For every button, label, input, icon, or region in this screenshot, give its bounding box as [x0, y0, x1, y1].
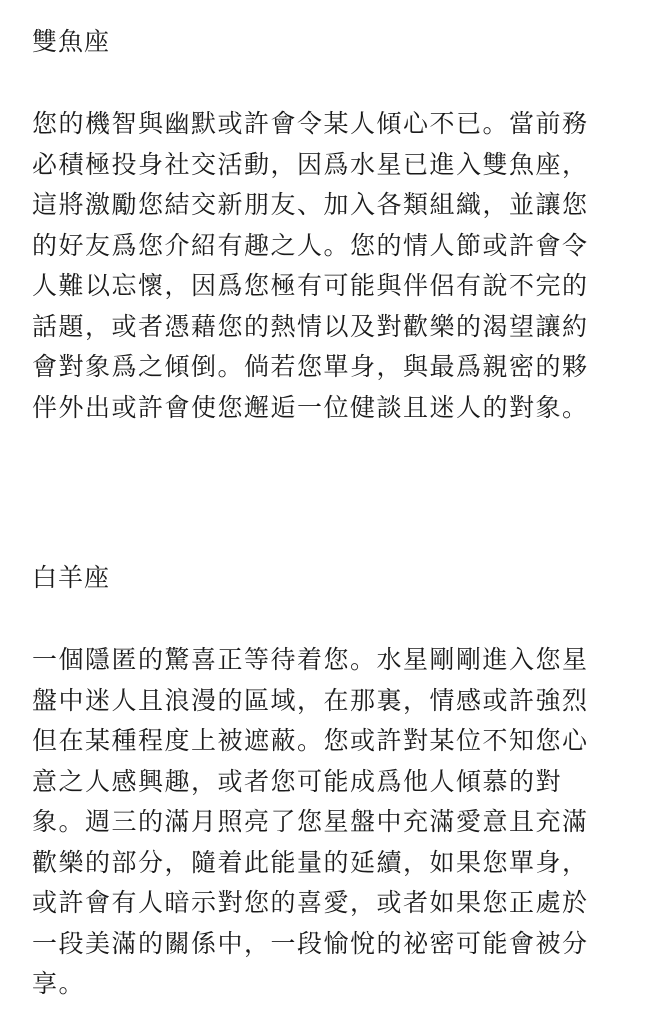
- body-line: 會對象爲之傾倒。倘若您單身，與最爲親密的夥: [32, 352, 589, 381]
- body-line: 您的機智與幽默或許會令某人傾心不已。當前務: [32, 109, 589, 138]
- body-line: 象。週三的滿月照亮了您星盤中充滿愛意且充滿: [32, 807, 589, 836]
- body-line: 的好友爲您介紹有趣之人。您的情人節或許會令: [32, 230, 589, 260]
- section-body-aries: [32, 640, 589, 1005]
- article: [32, 0, 632, 998]
- body-line: 盤中迷人且浪漫的區域，在那裏，情感或許強烈: [32, 685, 589, 715]
- section-title-aries: 白羊座: [32, 563, 111, 592]
- body-line: 這將激勵您結交新朋友、加入各類組織，並讓您: [32, 190, 589, 219]
- body-line: 或許會有人暗示對您的喜愛，或者如果您正處於: [32, 888, 589, 917]
- body-line: 必積極投身社交活動，因爲水星已進入雙魚座，: [32, 149, 589, 179]
- body-line: 一個隱匿的驚喜正等待着您。水星剛剛進入您星: [32, 645, 589, 674]
- body-line: 享。: [32, 969, 86, 998]
- section-body-pisces: [32, 104, 632, 428]
- section-title-pisces: 雙魚座: [32, 27, 111, 56]
- body-line: 伴外出或許會使您邂逅一位健談且迷人的對象。: [32, 392, 589, 422]
- section-aries: [32, 558, 589, 1005]
- body-line: 一段美滿的關係中，一段愉悅的祕密可能會被分: [32, 928, 589, 958]
- body-line: 意之人感興趣，或者您可能成爲他人傾慕的對: [32, 766, 563, 796]
- body-line: 人難以忘懷，因爲您極有可能與伴侶有說不完的: [32, 271, 589, 300]
- body-line: 歡樂的部分，隨着此能量的延續，如果您單身，: [32, 847, 589, 877]
- section-pisces: [32, 22, 632, 428]
- body-line: 話題，或者憑藉您的熱情以及對歡樂的渴望讓約: [32, 311, 589, 341]
- body-line: 但在某種程度上被遮蔽。您或許對某位不知您心: [32, 726, 589, 755]
